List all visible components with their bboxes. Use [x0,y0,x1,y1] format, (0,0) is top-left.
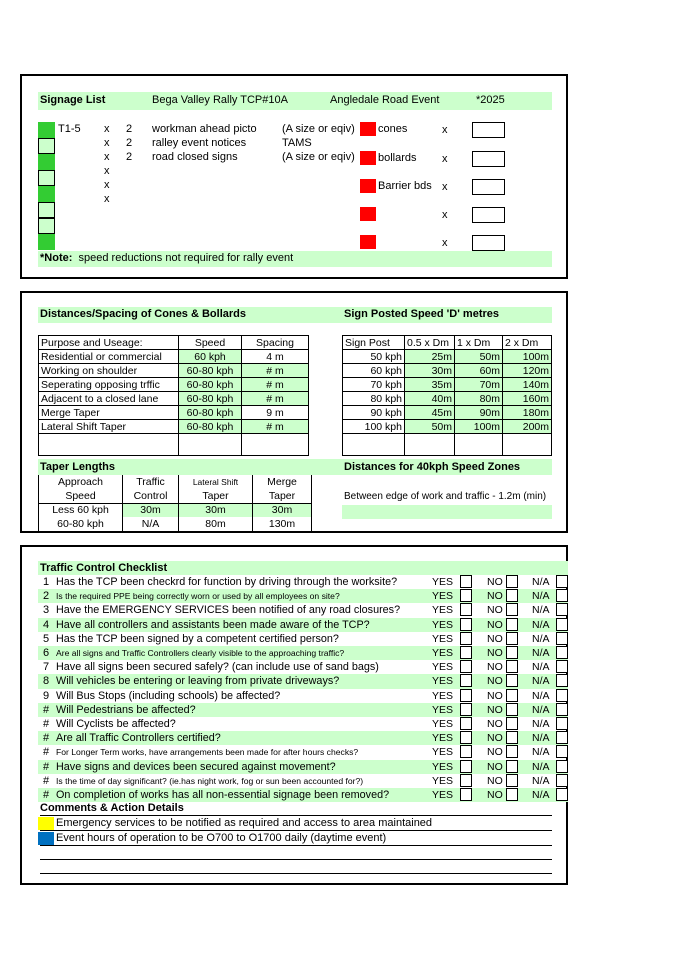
header-cell: 0.5 x Dm [405,336,455,350]
checklist-row [22,774,570,788]
no-checkbox[interactable] [506,646,518,659]
no-checkbox[interactable] [506,760,518,773]
cell: 60-80 kph [179,406,242,420]
cell: 60-80 kph [39,517,123,531]
cell: 140m [503,378,552,392]
yes-label: YES [432,789,454,801]
item-number: # [42,760,50,773]
cell: 30m [405,364,455,378]
header-cell: Purpose and Useage: [39,336,179,350]
cell: Seperating opposing trffic [39,378,179,392]
signage-note [40,252,293,264]
sign-indicator [38,186,55,202]
x-mark: x [104,151,110,163]
zones-text: Between edge of work and traffic - 1.2m (min) [344,491,547,502]
item-number: 3 [42,604,50,617]
cell: 130m [253,517,312,531]
item-question: Are all Traffic Controllers certified? [56,732,221,745]
no-checkbox[interactable] [506,589,518,602]
item-question: Will vehicles be entering or leaving from private driveways? [56,675,340,688]
device-qty-box[interactable] [472,179,505,195]
cell: 4 m [242,350,309,364]
cell: 60 kph [343,364,405,378]
cell: 100 kph [343,420,405,434]
yes-label: YES [432,703,454,716]
device-label: bollards [378,152,417,164]
item-number: # [42,732,50,745]
checklist-row [22,589,570,603]
cell: 200m [503,420,552,434]
na-checkbox[interactable] [556,760,568,773]
item-question: Will Pedestrians be affected? [56,703,196,716]
checklist-row [22,689,570,703]
sign-indicator [38,138,55,154]
x-mark: x [442,181,448,193]
yes-label: YES [432,732,454,745]
sign-qty: 2 [126,151,133,163]
yes-checkbox[interactable] [460,703,472,716]
na-checkbox[interactable] [556,589,568,602]
header-cell: Control [123,489,179,503]
note-text: speed reductions not required for rally event [78,252,294,264]
event-name: Bega Valley Rally TCP#10A [152,94,288,106]
no-label: NO [487,576,503,588]
yes-checkbox[interactable] [460,575,472,588]
event-year: *2025 [476,94,505,106]
no-label: NO [487,661,503,674]
na-label: N/A [532,647,550,659]
header-cell: Taper [253,489,312,503]
yes-label: YES [432,576,454,588]
device-label: Barrier bds [378,180,432,192]
yes-checkbox[interactable] [460,788,472,801]
x-mark: x [104,123,110,135]
divider [40,845,552,846]
cell: 50 kph [343,350,405,364]
cell: 50m [455,350,503,364]
yes-checkbox[interactable] [460,674,472,687]
divider [40,815,552,816]
no-checkbox[interactable] [506,731,518,744]
divider [40,859,552,860]
yes-label: YES [432,632,454,645]
cell: # m [242,392,309,406]
cell: N/A [123,517,179,531]
yes-label: YES [432,618,454,631]
no-checkbox[interactable] [506,745,518,758]
header-cell: Sign Post [343,336,405,350]
yes-checkbox[interactable] [460,689,472,702]
cell: 160m [503,392,552,406]
no-label: NO [487,590,503,603]
cell: 70m [455,378,503,392]
item-question: Has the TCP been signed by a competent certified person? [56,632,339,645]
yes-checkbox[interactable] [460,731,472,744]
yes-checkbox[interactable] [460,717,472,730]
yes-checkbox[interactable] [460,760,472,773]
device-marker [360,179,376,193]
sign-indicator [38,234,55,250]
no-label: NO [487,618,503,631]
device-marker [360,235,376,249]
cell: Residential or commercial [39,350,179,364]
taper-title: Taper Lengths [40,461,115,473]
header-cell: Merge [253,475,312,489]
yes-checkbox[interactable] [460,632,472,645]
header-cell: Lateral Shift [179,475,253,489]
cell: 60-80 kph [179,392,242,406]
item-question: On completion of works has all non-essential signage been removed? [56,789,390,801]
signage-panel [20,74,568,279]
cell: 45m [405,406,455,420]
x-mark: x [104,137,110,149]
item-question: For Longer Term works, have arrangements been made for after hours checks? [56,747,359,758]
x-mark: x [442,237,448,249]
cell: 35m [405,378,455,392]
cell: Less 60 kph [39,503,123,517]
spacing-table [38,335,309,456]
header-cell: Approach [39,475,123,489]
sign-posted-table [342,335,552,456]
na-checkbox[interactable] [556,689,568,702]
comment-text: Emergency services to be notified as required and access to area maintained [56,817,433,829]
na-checkbox[interactable] [556,618,568,631]
no-checkbox[interactable] [506,689,518,702]
checklist-row [22,760,570,774]
item-number: 6 [42,647,50,659]
checklist-row [22,603,570,617]
checklist-title: Traffic Control Checklist [40,562,168,574]
zones-title: Distances for 40kph Speed Zones [344,461,521,473]
na-checkbox[interactable] [556,731,568,744]
na-checkbox[interactable] [556,717,568,730]
distances-panel [20,291,568,533]
header-cell: Speed [39,489,123,503]
cell: 30m [123,503,179,517]
sign-indicator [38,218,55,234]
cell: 120m [503,364,552,378]
yes-checkbox[interactable] [460,774,472,787]
no-label: NO [487,732,503,745]
sign-qty: 2 [126,123,133,135]
device-marker [360,122,376,136]
cell: 100m [455,420,503,434]
no-label: NO [487,774,503,787]
item-number: # [42,746,50,759]
no-label: NO [487,675,503,688]
checklist-panel [20,545,568,885]
cell: 60-80 kph [179,364,242,378]
cell: 80m [455,392,503,406]
cell: 60-80 kph [179,420,242,434]
na-checkbox[interactable] [556,774,568,787]
item-number: 1 [42,576,50,588]
sign-item: ralley event notices [152,137,247,149]
header-cell: Spacing [242,336,309,350]
na-checkbox[interactable] [556,788,568,801]
na-label: N/A [532,590,550,603]
cell: 60 kph [179,350,242,364]
yes-checkbox[interactable] [460,745,472,758]
item-question: Has the TCP been checkrd for function by driving through the worksite? [56,576,398,588]
cell: 80m [179,517,253,531]
cell: 60m [455,364,503,378]
no-label: NO [487,746,503,759]
checklist-row [22,674,570,688]
na-label: N/A [532,703,550,716]
checklist-row [22,731,570,745]
no-checkbox[interactable] [506,717,518,730]
no-label: NO [487,789,503,801]
cell: 90m [455,406,503,420]
yes-label: YES [432,718,454,730]
device-marker [360,151,376,165]
signage-title: Signage List [40,94,106,106]
cell: 50m [405,420,455,434]
x-mark: x [442,124,448,136]
cell: 90 kph [343,406,405,420]
item-number: # [42,703,50,716]
item-number: # [42,718,50,730]
device-qty-box[interactable] [472,122,505,138]
cell: 70 kph [343,378,405,392]
yes-label: YES [432,590,454,603]
comment-swatch [38,817,54,830]
comment-swatch [38,832,54,845]
cell: 180m [503,406,552,420]
cell: 60-80 kph [179,378,242,392]
na-label: N/A [532,675,550,688]
item-number: # [42,789,50,801]
header-cell: Traffic [123,475,179,489]
comments-title: Comments & Action Details [40,802,184,814]
device-qty-box[interactable] [472,151,505,167]
no-label: NO [487,718,503,730]
x-mark: x [442,209,448,221]
no-checkbox[interactable] [506,603,518,616]
note-label: *Note: [40,252,73,264]
item-question: Have signs and devices been secured against movement? [56,760,336,773]
device-label: cones [378,123,408,135]
sign-item: road closed signs [152,151,238,163]
checklist-row [22,788,570,802]
no-checkbox[interactable] [506,575,518,588]
header-cell: Speed [179,336,242,350]
na-checkbox[interactable] [556,575,568,588]
na-label: N/A [532,774,550,787]
device-qty-box[interactable] [472,207,505,223]
no-checkbox[interactable] [506,788,518,801]
x-mark: x [442,153,448,165]
item-question: Will Cyclists be affected? [56,718,176,730]
header-cell: Taper [179,489,253,503]
cell: # m [242,378,309,392]
device-qty-box[interactable] [472,235,505,251]
taper-table [38,475,312,532]
yes-label: YES [432,746,454,759]
checklist-row [22,575,570,589]
sign-size: (A size or eqiv) [282,151,355,163]
checklist-row [22,632,570,646]
sign-indicator [38,202,55,218]
cell: # m [242,420,309,434]
no-label: NO [487,632,503,645]
na-checkbox[interactable] [556,703,568,716]
cell: Lateral Shift Taper [39,420,179,434]
no-label: NO [487,604,503,617]
no-checkbox[interactable] [506,774,518,787]
yes-checkbox[interactable] [460,660,472,673]
distances-title: Distances/Spacing of Cones & Bollards [40,308,246,320]
cell: 100m [503,350,552,364]
sign-indicator [38,170,55,186]
cell: # m [242,364,309,378]
checklist-row [22,660,570,674]
no-checkbox[interactable] [506,632,518,645]
na-checkbox[interactable] [556,646,568,659]
cell: 80 kph [343,392,405,406]
item-number: 8 [42,675,50,688]
comment-text: Event hours of operation to be O700 to O1700 daily (daytime event) [56,832,387,844]
item-question: Have all controllers and assistants been made aware of the TCP? [56,618,370,631]
cell: 40m [405,392,455,406]
na-label: N/A [532,618,550,631]
item-question: Are all signs and Traffic Controllers clearly visible to the approaching traffic? [56,648,345,658]
checklist-row [22,618,570,632]
sign-indicator [38,122,55,138]
na-checkbox[interactable] [556,745,568,758]
item-question: Have the EMERGENCY SERVICES been notified of any road closures? [56,604,401,617]
no-label: NO [487,703,503,716]
no-checkbox[interactable] [506,660,518,673]
item-question: Will Bus Stops (including schools) be affected? [56,689,281,702]
item-number: 9 [42,689,50,702]
divider [40,830,552,831]
no-checkbox[interactable] [506,618,518,631]
na-checkbox[interactable] [556,632,568,645]
item-number: # [42,774,50,787]
item-question: Have all signs been secured safely? (can include use of sand bags) [56,661,379,674]
device-marker [360,207,376,221]
checklist-row [22,745,570,759]
no-label: NO [487,647,503,659]
cell: Working on shoulder [39,364,179,378]
na-label: N/A [532,760,550,773]
na-checkbox[interactable] [556,603,568,616]
cell: 25m [405,350,455,364]
item-number: 7 [42,661,50,674]
road-name: Angledale Road Event [330,94,440,106]
sign-posted-title: Sign Posted Speed 'D' metres [344,308,499,320]
na-label: N/A [532,576,550,588]
na-checkbox[interactable] [556,660,568,673]
yes-label: YES [432,675,454,688]
yes-label: YES [432,760,454,773]
cell: 9 m [242,406,309,420]
yes-label: YES [432,647,454,659]
cell: 30m [179,503,253,517]
na-label: N/A [532,789,550,801]
header-cell: 1 x Dm [455,336,503,350]
yes-label: YES [432,661,454,674]
no-checkbox[interactable] [506,703,518,716]
yes-label: YES [432,689,454,702]
sign-qty: 2 [126,137,133,149]
item-number: 4 [42,618,50,631]
yes-checkbox[interactable] [460,589,472,602]
no-label: NO [487,689,503,702]
item-number: 2 [42,590,50,603]
header-cell: 2 x Dm [503,336,552,350]
cell: Merge Taper [39,406,179,420]
na-label: N/A [532,632,550,645]
na-label: N/A [532,689,550,702]
cell: 30m [253,503,312,517]
item-question: Is the time of day significant? (ie.has night work, fog or sun been accounted for?) [56,775,364,786]
na-label: N/A [532,746,550,759]
yes-checkbox[interactable] [460,603,472,616]
na-label: N/A [532,732,550,745]
sign-indicator [38,154,55,170]
no-checkbox[interactable] [506,674,518,687]
no-label: NO [487,760,503,773]
sign-item: workman ahead picto [152,123,257,135]
checklist-row [22,646,570,660]
x-mark: x [104,165,110,177]
cell: Adjacent to a closed lane [39,392,179,406]
checklist-row [22,703,570,717]
sign-code: T1-5 [58,123,81,135]
na-label: N/A [532,604,550,617]
item-number: 5 [42,632,50,645]
x-mark: x [104,193,110,205]
divider [40,873,552,874]
yes-label: YES [432,604,454,617]
checklist-row [22,717,570,731]
yes-checkbox[interactable] [460,618,472,631]
na-checkbox[interactable] [556,674,568,687]
na-label: N/A [532,718,550,730]
sign-size: TAMS [282,137,312,149]
yes-checkbox[interactable] [460,646,472,659]
sign-size: (A size or eqiv) [282,123,355,135]
yes-label: YES [432,774,454,787]
na-label: N/A [532,661,550,674]
item-question: Is the required PPE being correctly worn or used by all employees on site? [56,591,340,602]
x-mark: x [104,179,110,191]
